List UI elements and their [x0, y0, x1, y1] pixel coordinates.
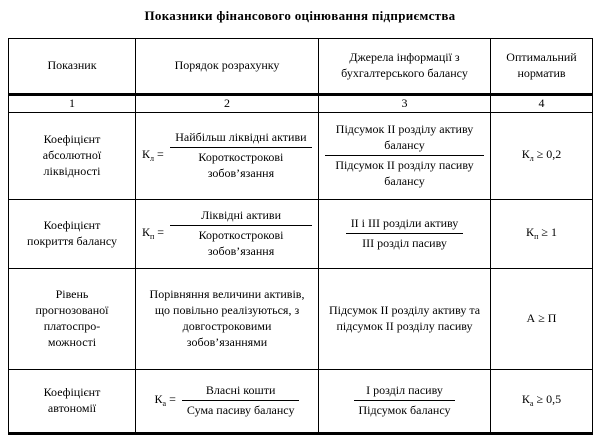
coefficient-subscript: п: [150, 232, 155, 242]
financial-indicators-table: [8, 38, 593, 435]
fraction-numerator: Ліквідні активи: [170, 208, 312, 227]
header-calculation: Порядок розрахунку: [136, 39, 319, 95]
fraction: [170, 208, 312, 260]
coefficient-subscript: а: [529, 399, 534, 409]
relation-sign: ≥: [541, 225, 548, 240]
norm-cell: [491, 112, 593, 199]
indicator-cell: Коефіцієнт абсолютної ліквідності: [9, 112, 136, 199]
norm-cell: [491, 199, 593, 268]
table-row: [9, 112, 593, 199]
norm-cell: [491, 268, 593, 369]
coefficient-subscript: л: [529, 154, 534, 164]
coefficient-subscript: а: [162, 399, 167, 409]
table-row: [9, 369, 593, 433]
source-cell: [319, 369, 491, 433]
header-indicator: Показник: [9, 39, 136, 95]
column-number-2: 2: [136, 95, 319, 113]
header-norm: Оптимальний норматив: [491, 39, 593, 95]
fraction-denominator: III розділ пасиву: [362, 236, 447, 251]
coefficient-letter: К: [142, 225, 151, 240]
formula-cell: Порівняння величини активів, що повільно реалізуються, з довгостроковими зобов’язаннями: [136, 268, 319, 369]
formula-cell: [136, 199, 319, 268]
fraction-denominator: Короткострокові зобов’язання: [198, 228, 284, 259]
indicator-cell: Рівень прогнозованої платоспро-можності: [9, 268, 136, 369]
equals-sign: =: [157, 225, 165, 240]
formula-cell: [136, 369, 319, 433]
coefficient-letter: К: [526, 225, 535, 240]
indicator-cell: Коефіцієнт покриття балансу: [9, 199, 136, 268]
column-numbers-row: [9, 95, 593, 113]
coefficient-letter: К: [521, 392, 530, 407]
source-cell: Підсумок II розділу активу та підсумок II розділу пасиву: [319, 268, 491, 369]
coefficient-letter: К: [154, 392, 163, 407]
formula: [142, 383, 312, 420]
column-number-4: 4: [491, 95, 593, 113]
relation-sign: ≥: [536, 392, 544, 407]
fraction: [182, 383, 300, 420]
norm-expression: [526, 225, 557, 242]
coefficient-symbol: [155, 392, 176, 410]
fraction-numerator: Підсумок II розділу активу балансу: [325, 122, 484, 157]
page-title: Показники фінансового оцінювання підприємства: [144, 8, 456, 23]
fraction: [170, 130, 312, 182]
table-row: [9, 199, 593, 268]
formula-cell: [136, 112, 319, 199]
coefficient-subscript: п: [534, 232, 539, 242]
coefficient-letter: К: [142, 147, 151, 162]
norm-expression: [521, 147, 562, 164]
norm-value: 0,2: [546, 147, 562, 162]
norm-expression: А ≥ П: [526, 310, 557, 325]
formula: [142, 208, 312, 260]
fraction: [325, 122, 484, 190]
norm-cell: [491, 369, 593, 433]
fraction-denominator: Підсумок балансу: [358, 403, 451, 418]
equals-sign: =: [169, 392, 176, 407]
fraction-denominator: Підсумок II розділу пасиву балансу: [335, 158, 474, 189]
equals-sign: =: [157, 147, 164, 162]
header-source: Джерела інформації з бухгалтерського балансу: [319, 39, 491, 95]
coefficient-subscript: л: [150, 154, 155, 164]
column-number-3: 3: [319, 95, 491, 113]
fraction: [354, 383, 456, 420]
coefficient-symbol: [142, 147, 164, 165]
source-cell: [319, 112, 491, 199]
coefficient-symbol: [142, 225, 164, 243]
norm-value: 0,5: [546, 392, 562, 407]
fraction-denominator: Сума пасиву балансу: [186, 403, 295, 418]
fraction: [346, 216, 464, 253]
norm-value: 1: [550, 225, 557, 240]
table-header-row: [9, 39, 593, 95]
fraction-numerator: Власні кошти: [182, 383, 300, 402]
fraction-denominator: Короткострокові зобов’язання: [198, 150, 284, 181]
fraction-numerator: II і III розділи активу: [346, 216, 464, 235]
fraction-numerator: Найбільш ліквідні активи: [170, 130, 312, 149]
fraction-numerator: I розділ пасиву: [354, 383, 456, 402]
norm-expression: [521, 392, 562, 409]
source-cell: [319, 199, 491, 268]
table-row: [9, 268, 593, 369]
relation-sign: ≥: [536, 147, 544, 162]
coefficient-letter: К: [521, 147, 530, 162]
column-number-1: 1: [9, 95, 136, 113]
indicator-cell: Коефіцієнт автономії: [9, 369, 136, 433]
formula: [142, 130, 312, 182]
